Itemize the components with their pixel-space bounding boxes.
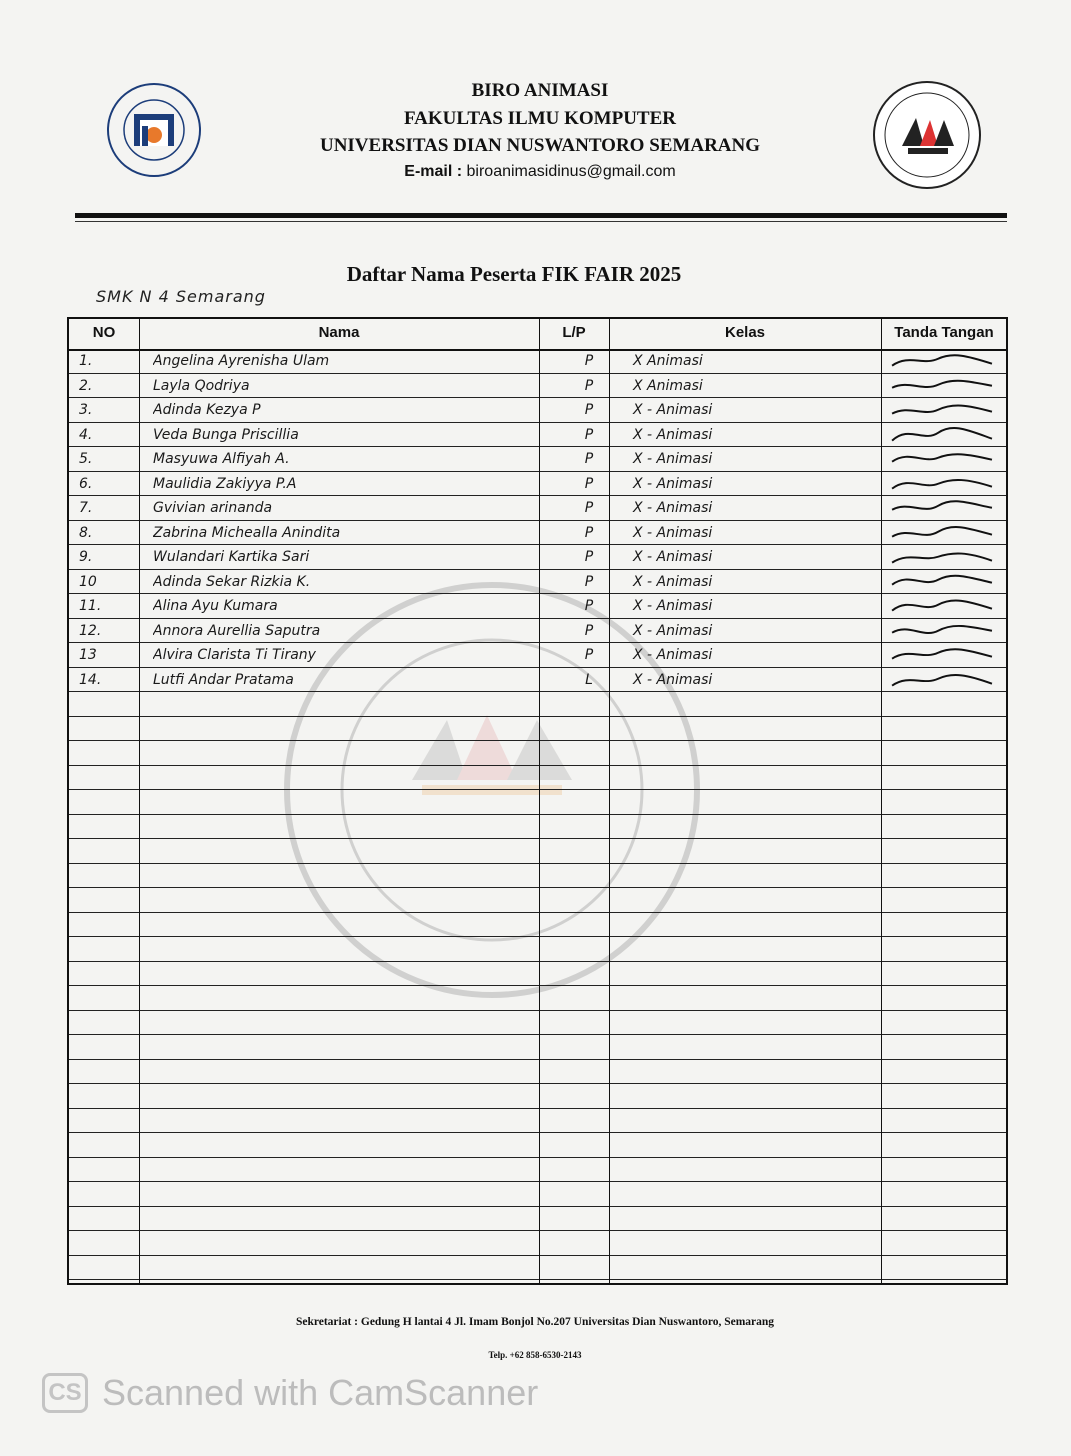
row-number: 8. (79, 524, 93, 541)
table-row (69, 1207, 1006, 1232)
participant-class: X - Animasi (633, 402, 713, 418)
table-row (69, 374, 1006, 399)
participant-class: X - Animasi (633, 451, 713, 467)
row-number: 10 (79, 573, 97, 590)
table-row (69, 545, 1006, 570)
table-row (69, 594, 1006, 619)
col-divider (139, 319, 140, 1283)
table-row (69, 1109, 1006, 1134)
participant-name: Maulidia Zakiyya P.A (153, 475, 297, 492)
table-row (69, 1133, 1006, 1158)
header-line-1: BIRO ANIMASI (471, 80, 609, 101)
participant-class: X - Animasi (633, 475, 713, 492)
header-name: Nama (318, 324, 360, 341)
participant-gender: P (584, 402, 594, 418)
document-title: Daftar Nama Peserta FIK FAIR 2025 (346, 262, 682, 286)
participant-name: Angelina Ayrenisha Ulam (153, 353, 330, 369)
table-row (69, 521, 1006, 546)
participant-class: X - Animasi (633, 598, 713, 614)
table-row (69, 472, 1006, 497)
table-row (69, 741, 1006, 766)
school-name: SMK N 4 Semarang (96, 287, 266, 306)
participant-gender: P (584, 573, 594, 590)
participant-class: X - Animasi (633, 500, 713, 516)
table-row (69, 717, 1006, 742)
table-row (69, 1011, 1006, 1036)
signature-image (883, 447, 1003, 471)
row-number: 12. (79, 622, 102, 639)
col-divider (539, 319, 540, 1283)
signature-image (883, 423, 1003, 447)
table-row (69, 937, 1006, 962)
table-row (69, 1035, 1006, 1060)
participant-gender: P (584, 353, 594, 369)
participant-name: Alina Ayu Kumara (153, 598, 278, 614)
signature-image (883, 472, 1003, 496)
signature-image (883, 668, 1003, 692)
row-number: 3. (79, 402, 93, 418)
participant-class: X - Animasi (633, 671, 713, 688)
table-row (69, 790, 1006, 815)
header-no: NO (92, 324, 116, 341)
participant-name: Veda Bunga Priscillia (153, 426, 299, 443)
table-row (69, 864, 1006, 889)
header-kelas: Kelas (724, 324, 766, 341)
participant-class: X - Animasi (633, 622, 713, 639)
participant-class: X - Animasi (633, 549, 713, 565)
footer-phone: Telp. +62 858-6530-2143 (488, 1350, 582, 1360)
participant-class: X - Animasi (633, 647, 713, 663)
col-divider (881, 319, 882, 1283)
row-number: 5. (79, 451, 93, 467)
signature-image (883, 496, 1003, 520)
row-number: 1. (79, 353, 93, 369)
table-row (69, 888, 1006, 913)
camscanner-badge: CS (42, 1373, 88, 1413)
signature-image (883, 619, 1003, 643)
header-line-3: UNIVERSITAS DIAN NUSWANTORO SEMARANG (319, 135, 761, 156)
signature-image (883, 643, 1003, 667)
participant-name: Lutfi Andar Pratama (153, 671, 294, 688)
table-row (69, 447, 1006, 472)
participant-name: Annora Aurellia Saputra (153, 622, 321, 639)
table-row (69, 766, 1006, 791)
table-row (69, 962, 1006, 987)
footer-address: Sekretariat : Gedung H lantai 4 Jl. Imam Bonjol No.207 Universitas Dian Nuswantoro, Semarang (295, 1316, 775, 1328)
participant-class: X - Animasi (633, 426, 713, 443)
participant-name: Masyuwa Alfiyah A. (153, 451, 290, 467)
header-rule-thin (75, 221, 1007, 222)
header-sign: Tanda Tangan (894, 324, 994, 341)
row-number: 13 (79, 647, 97, 663)
udinus-logo (106, 82, 202, 178)
table-row (69, 619, 1006, 644)
participant-name: Adinda Kezya P (153, 402, 261, 418)
camscanner-text: Scanned with CamScanner (102, 1372, 539, 1413)
table-row (69, 986, 1006, 1011)
biro-animasi-logo (872, 80, 982, 190)
participant-class: X - Animasi (633, 573, 713, 590)
header-lp: L/P (562, 324, 586, 341)
table-row (69, 1060, 1006, 1085)
col-divider (609, 319, 610, 1283)
row-number: 4. (79, 426, 93, 443)
participant-gender: P (584, 598, 594, 614)
email-value: biroanimasidinus@gmail.com (466, 163, 676, 180)
participant-name: Zabrina Michealla Anindita (153, 524, 341, 541)
table-row (69, 423, 1006, 448)
camscanner-watermark (42, 1372, 538, 1414)
participant-class: X - Animasi (633, 524, 713, 541)
participant-table (67, 317, 1008, 1285)
row-number: 11. (79, 598, 102, 614)
table-row (69, 692, 1006, 717)
header-email (230, 163, 850, 181)
row-number: 7. (79, 500, 93, 516)
participant-gender: P (584, 500, 594, 516)
signature-image (883, 545, 1003, 569)
header-rule (75, 213, 1007, 218)
participant-gender: P (584, 377, 594, 394)
participant-gender: P (584, 451, 594, 467)
signature-image (883, 398, 1003, 422)
signature-image (883, 349, 1003, 373)
row-number: 6. (79, 475, 93, 492)
participant-gender: P (584, 426, 594, 443)
participant-gender: P (584, 524, 594, 541)
table-row (69, 1182, 1006, 1207)
table-row (69, 349, 1006, 374)
table-row (69, 668, 1006, 693)
header-line-2: FAKULTAS ILMU KOMPUTER (403, 108, 676, 129)
row-number: 9. (79, 549, 93, 565)
participant-name: Adinda Sekar Rizkia K. (153, 573, 311, 590)
table-row (69, 496, 1006, 521)
participant-gender: L (585, 671, 593, 688)
participant-gender: P (584, 622, 594, 639)
table-header (69, 319, 1006, 351)
table-row (69, 839, 1006, 864)
participant-name: Gvivian arinanda (153, 500, 273, 516)
participant-gender: P (584, 549, 594, 565)
table-row (69, 570, 1006, 595)
table-row (69, 1084, 1006, 1109)
participant-name: Layla Qodriya (153, 377, 250, 394)
participant-name: Wulandari Kartika Sari (153, 549, 310, 565)
table-row (69, 1231, 1006, 1256)
signature-image (883, 521, 1003, 545)
participant-class: X Animasi (633, 353, 703, 369)
row-number: 2. (79, 377, 93, 394)
table-row (69, 643, 1006, 668)
signature-image (883, 374, 1003, 398)
table-row (69, 1256, 1006, 1281)
table-row (69, 1158, 1006, 1183)
participant-gender: P (584, 647, 594, 663)
signature-image (883, 570, 1003, 594)
table-row (69, 398, 1006, 423)
table-row (69, 815, 1006, 840)
email-label: E-mail : (404, 163, 463, 180)
signature-image (883, 594, 1003, 618)
participant-name: Alvira Clarista Ti Tirany (153, 647, 316, 663)
participant-class: X Animasi (633, 377, 703, 394)
participant-gender: P (584, 475, 594, 492)
table-row (69, 913, 1006, 938)
row-number: 14. (79, 671, 102, 688)
